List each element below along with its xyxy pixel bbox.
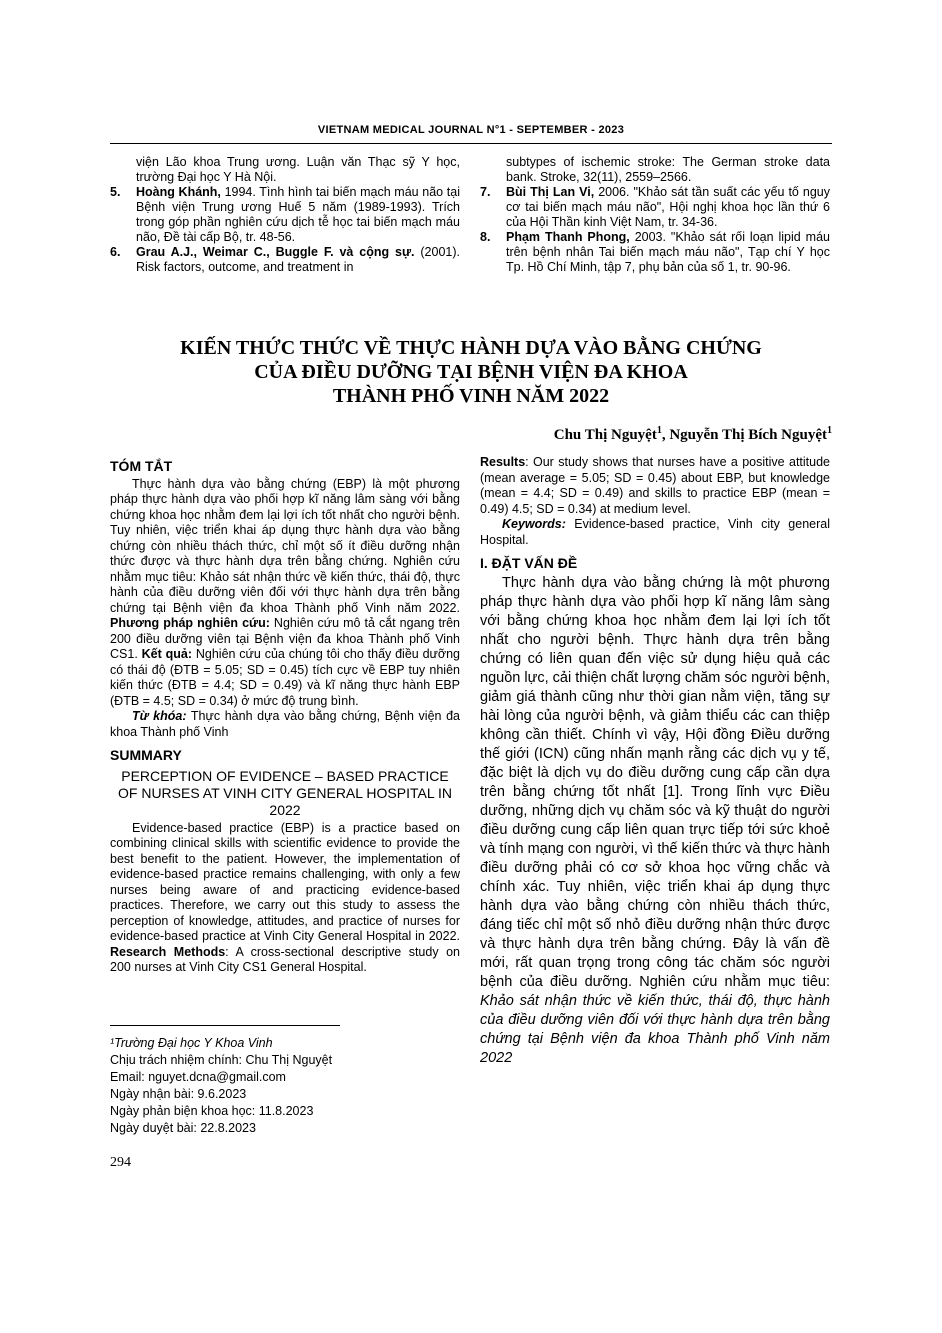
results-label: Kết quả: [141,647,193,661]
summary-heading: SUMMARY [110,747,182,763]
affiliation-marker: 1 [656,425,662,436]
reference-number: 6. [110,245,121,259]
abstract-heading: TÓM TẮT [110,458,173,474]
abstract-text: Thực hành dựa vào bằng chứng (EBP) là một phương pháp thực hành dựa vào phối hợp kĩ năng lâm sàng với bằng chứng khoa học nhằm đem lại lợi ích tốt nhất cho người bệnh. Tuy nhiên, việc triển khai áp dụng thực hành dựa vào bằng chứng còn nhiều thách thức, chỉ một số ít điều dưỡng nhận thức được và thực hành dựa trên bằng chứng. Nghiên cứu nhằm mục tiêu: Khảo sát nhận thức về kiến thức, thái độ, thực hành của điều dưỡng viên đối với thực hành dựa trên bằng chứng tại Bệnh viện đa khoa Thành phố Vinh năm 2022. [110,476,460,615]
journal-header: VIETNAM MEDICAL JOURNAL N°1 - SEPTEMBER - 2023 [317,124,625,136]
intro-objective: Khảo sát nhận thức về kiến thức, thái độ, thực hành của điều dưỡng viên đối với thực hành dựa trên bằng chứng tại Bệnh viện đa khoa Thành phố Vinh năm 2022 [480,992,830,1066]
author-name: Nguyễn Thị Bích Nguyệt [669,427,827,443]
keywords-paragraph-en [480,517,830,548]
reference-item [110,155,460,185]
reference-text: subtypes of ischemic stroke: The German stroke data bank. Stroke, 32(11), 2559–2566. [506,155,830,184]
methods-label: Phương pháp nghiên cứu: [110,616,270,630]
title-line: CỦA ĐIỀU DƯỠNG TẠI BỆNH VIỆN ĐA KHOA [254,361,688,383]
reference-authors: Bùi Thị Lan Vi, [506,185,595,199]
corresponding-author: Chịu trách nhiệm chính: Chu Thị Nguyệt [110,1053,333,1067]
research-methods-label: Research Methods [110,944,226,959]
received-date: Ngày nhận bài: 9.6.2023 [110,1087,247,1101]
summary-title: PERCEPTION OF EVIDENCE – BASED PRACTICE OF NURSES AT VINH CITY GENERAL HOSPITAL IN 2022 [118,767,452,818]
research-methods-text: : A cross-sectional descriptive study on 200 nurses at Vinh City CS1 General Hospital. [110,944,460,974]
reference-item [480,230,830,275]
keywords-label: Từ khóa: [132,709,187,723]
reference-text: (2001). Risk factors, outcome, and treatment in [136,245,460,274]
intro-paragraph [480,574,830,1068]
reference-text: 2003. "Khảo sát rối loạn lipid máu trên bệnh nhân Tai biến mạch máu não", Tạp chí Y học Tp. Hồ Chí Minh, tập 7, phụ bản của số 1, tr. 90-96. [506,230,830,274]
email-line: Email: nguyet.dcna@gmail.com [110,1070,286,1084]
reference-authors: Hoàng Khánh, [136,185,221,199]
footnotes [110,1035,460,1137]
reference-authors: Phạm Thanh Phong, [506,230,630,244]
abstract-paragraph [110,477,460,710]
reference-text: viện Lão khoa Trung ương. Luận văn Thạc sỹ Y học, trường Đại học Y Hà Nội. [136,155,460,184]
results-label-en: Results [480,455,526,469]
header-divider [110,143,832,144]
intro-text: Thực hành dựa vào bằng chứng là một phương pháp thực hành dựa vào phối hợp kĩ năng lâm sàng với bằng chứng khoa học nhằm đem lại lợi ích tốt nhất cho người bệnh. Thực hành dựa trên bằng chứng có liên quan đến việc sử dụng hiệu quả các nguồn lực, cải thiện chất lượng chăm sóc người bệnh, giảm giá thành cũng như thời gian nằm viện, tăng sự hài lòng của người bệnh, và giảm thiểu các can thiệp không cần thiết. Chính vì vậy, Hội đồng Điều dưỡng thế giới (ICN) cũng nhấn mạnh rằng các dịch vụ y tế, đặc biệt là dịch vụ do điều dưỡng cung cấp cần dựa trên bằng chứng tốt nhất [1]. Trong lĩnh vực Điều dưỡng, những dịch vụ chăm sóc và kỹ thuật do người điều dưỡng cung cấp liên quan trực tiếp tới sức khoẻ và tính mạng con người, vì thế kiến thức và thực hành điều dưỡng phải có cơ sở khoa học vững chắc và chính xác. Tuy nhiên, việc triển khai áp dụng thực hành dựa vào bằng chứng còn nhiều thách thức, đáng tiếc chỉ một số nhỏ điều dưỡng nhận thức được và thực hành dựa trên bằng chứng. Đây là vấn đề mới, rất quan trọng trong công tác chăm sóc người bệnh của điều dưỡng. Nghiên cứu nhằm mục tiêu: [480,574,830,990]
reference-text: 2006. "Khảo sát tần suất các yếu tố nguy cơ tai biến mạch máu não", Hội nghị khoa học lần thứ 6 của Hội Thần kinh Việt Nam, tr. 34-36. [506,185,830,229]
page-number: 294 [110,1155,131,1170]
reference-item [480,155,830,185]
keywords-text: Thực hành dựa vào bằng chứng, Bệnh viện đa khoa Thành phố Vinh [110,709,460,739]
results-text-en: : Our study shows that nurses have a positive attitude (mean average = 5.05; SD = 0.45) about EBP, but knowledge (mean = 4.4; SD = 0.49) and skills to practice EBP (mean = 0.49) 4.5; SD = 0.34) at medium level. [480,455,830,516]
affiliation-marker: 1 [827,425,832,436]
author-separator: , [661,427,670,443]
reference-item [480,185,830,230]
intro-heading: I. ĐẶT VẤN ĐỀ [480,555,578,571]
references-right [480,155,830,275]
reference-text: 1994. Tình hình tai biến mạch máu não tại Bệnh viện Trung ương Huế 5 năm (1989-1993). Trích trong góp phần nghiên cứu dịch tễ học tai biến mạch máu não, Đề tài cấp Bộ, tr. 48-56. [136,185,460,244]
summary-text: Evidence-based practice (EBP) is a practice based on combining clinical skills with scientific evidence to provide the best benefit to the patient. However, the implementation of evidence-based practice remains challenging, with only a few nurses being aware of and practicing evidence-based practices. Therefore, we carry out this study to assess the perception of knowledge, attitudes, and practice of nurses for evidence-based practice at Vinh City General Hospital in 2022. [110,820,460,943]
author-name: Chu Thị Nguyệt [553,427,657,443]
summary-continuation [480,455,830,517]
reference-number: 7. [480,185,491,199]
footnote-divider [110,1025,340,1026]
affiliation-note: ¹Trường Đại học Y Khoa Vinh [110,1036,273,1050]
title-line: KIẾN THỨC THỨC VỀ THỰC HÀNH DỰA VÀO BẰNG CHỨNG [180,337,762,359]
accepted-date: Ngày duyệt bài: 22.8.2023 [110,1121,256,1135]
author-list [554,425,832,444]
references-left [110,155,460,275]
reference-item [110,185,460,245]
results-text: Nghiên cứu của chúng tôi cho thấy điều dưỡng có thái độ (ĐTB = 5.05; SD = 0.45) tích cực về EBP tuy nhiên kiến thức (ĐTB = 4.4; SD = 0.49) và kĩ năng thực hành EBP (ĐTB = 4.5; SD = 0.34) ở mức độ trung bình. [110,647,460,708]
reference-authors: Grau A.J., Weimar C., Buggle F. và cộng sự. [136,245,415,259]
reference-number: 8. [480,230,491,244]
reference-number: 5. [110,185,121,199]
left-column [110,455,460,976]
summary-paragraph [110,821,460,976]
article-title [110,336,832,408]
keywords-paragraph [110,709,460,740]
right-column [480,455,830,1068]
reference-item [110,245,460,275]
keywords-text-en: Evidence-based practice, Vinh city general Hospital. [480,517,830,547]
methods-text: Nghiên cứu mô tả cắt ngang trên 200 điều dưỡng viên tại Bệnh viện đa khoa Thành phố Vinh CS1. [110,616,460,661]
keywords-label-en: Keywords: [502,517,566,531]
title-line: THÀNH PHỐ VINH NĂM 2022 [332,385,610,407]
review-date: Ngày phản biện khoa học: 11.8.2023 [110,1104,314,1118]
